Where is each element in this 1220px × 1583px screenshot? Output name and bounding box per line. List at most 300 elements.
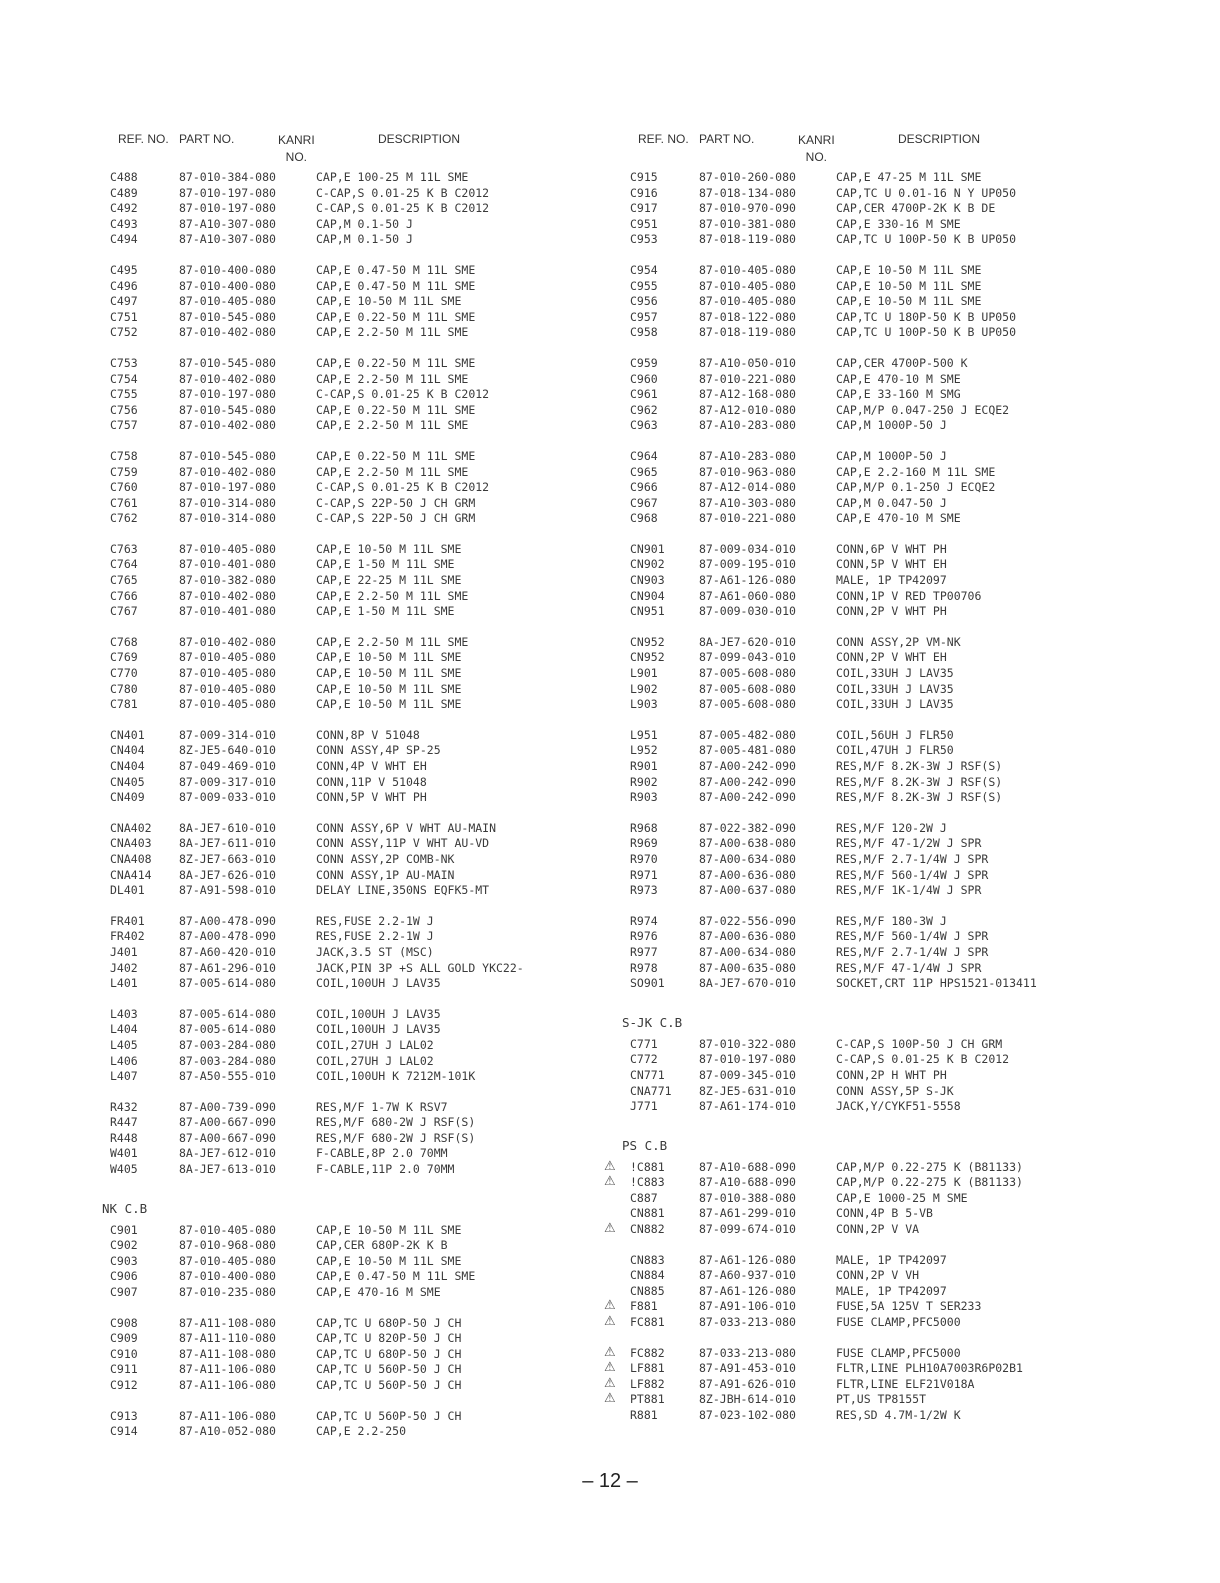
ref-no: C955	[630, 278, 658, 293]
part-no: 87-A61-126-080	[699, 1252, 796, 1267]
ref-no: LF881	[630, 1361, 665, 1376]
parts-row	[604, 1375, 1190, 1393]
parts-row	[110, 1115, 670, 1131]
part-no: 87-010-197-080	[179, 201, 276, 216]
part-no: 87-022-556-090	[699, 913, 796, 928]
row-spacer	[630, 899, 1190, 914]
parts-row	[630, 465, 1190, 481]
warning-triangle-icon: ⚠	[604, 1344, 616, 1360]
ref-no: FR402	[110, 929, 145, 944]
ref-no: CN901	[630, 541, 665, 556]
part-no: 87-010-402-080	[179, 371, 276, 386]
description: COIL,33UH J LAV35	[836, 681, 954, 696]
part-no: 87-A00-636-080	[699, 867, 796, 882]
parts-row	[630, 604, 1190, 620]
ref-no: C769	[110, 650, 138, 665]
ref-no: CN952	[630, 634, 665, 649]
parts-row	[110, 557, 670, 573]
parts-row	[630, 728, 1190, 744]
description: CAP,TC U 680P-50 J CH	[316, 1346, 462, 1361]
ref-no: C960	[630, 371, 658, 386]
part-no: 87-010-545-080	[179, 309, 276, 324]
ref-no: CN882	[630, 1222, 665, 1237]
description: RES,M/F 8.2K-3W J RSF(S)	[836, 759, 1003, 773]
part-no: 8A-JE7-612-010	[179, 1146, 276, 1161]
description: CAP,E 10-50 M 11L SME	[316, 666, 462, 681]
parts-row	[110, 279, 670, 295]
parts-row	[630, 961, 1190, 977]
part-no: 87-A91-598-010	[179, 883, 276, 898]
ref-no: R448	[110, 1130, 138, 1145]
parts-row	[630, 929, 1190, 945]
ref-no: C754	[110, 371, 138, 386]
parts-row	[630, 325, 1190, 341]
part-no: 87-005-608-080	[699, 666, 796, 681]
description: MALE, 1P TP42097	[836, 573, 947, 588]
parts-row	[604, 1360, 1190, 1377]
parts-row	[630, 868, 1190, 884]
row-spacer	[630, 527, 1190, 542]
ref-no: L405	[110, 1037, 138, 1052]
row-spacer	[110, 713, 670, 728]
description: COIL,33UH J LAV35	[836, 666, 954, 681]
part-no: 87-010-405-080	[699, 294, 796, 309]
description: CAP,M 0.047-50 J	[836, 495, 947, 510]
part-no: 87-A10-052-080	[179, 1424, 276, 1439]
description: RES,M/F 1-7W K RSV7	[316, 1099, 448, 1114]
ref-no: C968	[630, 511, 658, 526]
description: RES,FUSE 2.2-1W J	[316, 929, 434, 944]
parts-row	[630, 186, 1190, 202]
parts-row	[110, 821, 670, 837]
part-no: 87-099-674-010	[699, 1222, 796, 1237]
parts-row	[110, 682, 670, 698]
part-no: 87-009-345-010	[699, 1067, 796, 1082]
part-no: 87-A61-299-010	[699, 1206, 796, 1221]
description: CONN,8P V 51048	[316, 727, 420, 742]
part-no: 8A-JE7-611-010	[179, 836, 276, 851]
description: CAP,E 2.2-250	[316, 1424, 407, 1439]
description: RES,M/F 560-1/4W J SPR	[836, 929, 989, 944]
header-ref-no: REF. NO.	[118, 132, 169, 146]
ref-no: C757	[110, 418, 138, 433]
description: CAP,E 10-50 M 11L SME	[836, 262, 982, 277]
parts-row	[110, 961, 670, 977]
part-no: 87-A10-307-080	[179, 216, 276, 231]
left-parts-column	[102, 128, 670, 1440]
parts-row	[110, 418, 670, 434]
description: CONN ASSY,5P S-JK	[836, 1083, 954, 1098]
parts-row	[110, 650, 670, 666]
parts-row	[110, 465, 670, 481]
ref-no: CN404	[110, 743, 145, 758]
ref-no: C495	[110, 262, 138, 277]
part-no: 87-010-402-080	[179, 634, 276, 649]
part-no: 87-018-122-080	[699, 309, 796, 324]
ref-no: FR401	[110, 913, 145, 928]
parts-row	[110, 232, 670, 248]
description: CAP,E 10-50 M 11L SME	[836, 294, 982, 309]
parts-row	[630, 511, 1190, 527]
ref-no: CNA408	[110, 851, 152, 866]
part-no: 8A-JE7-626-010	[179, 867, 276, 882]
part-no: 87-009-195-010	[699, 557, 796, 572]
parts-row	[110, 201, 670, 217]
parts-row	[110, 1038, 670, 1054]
ref-no: L407	[110, 1069, 138, 1084]
section-heading	[622, 1007, 1190, 1037]
description: C-CAP,S 0.01-25 K B C2012	[836, 1052, 1010, 1067]
description: CONN ASSY,4P SP-25	[316, 743, 441, 758]
warning-triangle-icon: ⚠	[604, 1375, 616, 1391]
part-no: 8Z-JE5-640-010	[179, 743, 276, 758]
description: CAP,E 10-50 M 11L SME	[316, 294, 462, 309]
ref-no: C956	[630, 294, 658, 309]
parts-row	[630, 945, 1190, 961]
part-no: 87-A91-453-010	[699, 1361, 796, 1376]
ref-no: R881	[630, 1408, 658, 1422]
description: PT,US TP8155T	[836, 1392, 927, 1407]
ref-no: C959	[630, 355, 658, 370]
parts-row	[630, 403, 1190, 419]
part-no: 87-005-614-080	[179, 976, 276, 991]
parts-row	[110, 1316, 670, 1332]
parts-row	[110, 976, 670, 992]
ref-no: CN881	[630, 1206, 665, 1221]
ref-no: L903	[630, 697, 658, 712]
parts-row	[110, 310, 670, 326]
warning-triangle-icon: ⚠	[604, 1221, 616, 1237]
ref-no: CN952	[630, 650, 665, 665]
description: CAP,E 1-50 M 11L SME	[316, 557, 455, 572]
row-spacer	[630, 341, 1190, 356]
parts-row	[110, 325, 670, 341]
part-no: 87-A11-110-080	[179, 1331, 276, 1346]
ref-no: CNA403	[110, 836, 152, 851]
parts-row	[110, 186, 670, 202]
part-no: 87-A00-634-080	[699, 944, 796, 959]
parts-row	[630, 1284, 1190, 1300]
part-no: 87-A10-303-080	[699, 495, 796, 510]
part-no: 87-A11-106-080	[179, 1362, 276, 1377]
parts-row	[630, 1052, 1190, 1068]
part-no: 87-033-213-080	[699, 1315, 796, 1330]
part-no: 87-A00-478-090	[179, 929, 276, 944]
ref-no: C907	[110, 1285, 138, 1300]
description: C-CAP,S 0.01-25 K B C2012	[316, 185, 490, 200]
part-no: 87-010-382-080	[179, 573, 276, 588]
ref-no: C964	[630, 448, 658, 463]
ref-no: C768	[110, 634, 138, 649]
parts-row	[604, 1174, 1190, 1191]
description: CAP,E 22-25 M 11L SME	[316, 573, 462, 588]
part-no: 87-A00-242-090	[699, 759, 796, 773]
parts-row	[630, 217, 1190, 233]
ref-no: L404	[110, 1022, 138, 1037]
ref-no: !C883	[630, 1175, 665, 1190]
ref-no: C958	[630, 325, 658, 340]
description: CAP,M 1000P-50 J	[836, 448, 947, 463]
parts-row	[604, 1391, 1190, 1408]
parts-row	[630, 914, 1190, 930]
parts-row	[630, 480, 1190, 496]
ref-no: C763	[110, 541, 138, 556]
part-no: 87-010-405-080	[179, 681, 276, 696]
description: CONN,4P B 5-VB	[836, 1206, 933, 1221]
ref-no: C909	[110, 1331, 138, 1346]
parts-row	[630, 1191, 1190, 1207]
ref-no: C761	[110, 495, 138, 510]
ref-no: R432	[110, 1099, 138, 1114]
part-no: 87-010-400-080	[179, 262, 276, 277]
ref-no: C917	[630, 201, 658, 216]
parts-row	[630, 682, 1190, 698]
parts-row	[630, 418, 1190, 434]
part-no: 87-A00-635-080	[699, 960, 796, 975]
ref-no: R976	[630, 929, 658, 944]
part-no: 87-010-963-080	[699, 464, 796, 479]
ref-no: C780	[110, 681, 138, 696]
parts-row	[110, 635, 670, 651]
parts-list-left	[102, 170, 670, 1440]
description: CONN,6P V WHT PH	[836, 541, 947, 556]
ref-no: L901	[630, 666, 658, 681]
ref-no: C496	[110, 278, 138, 293]
part-no: 87-A61-296-010	[179, 960, 276, 975]
ref-no: C911	[110, 1362, 138, 1377]
ref-no: DL401	[110, 883, 145, 898]
description: RES,M/F 2.7-1/4W J SPR	[836, 944, 989, 959]
row-spacer	[630, 713, 1190, 728]
description: JACK,Y/CYKF51-5558	[836, 1099, 961, 1114]
part-no: 87-003-284-080	[179, 1037, 276, 1052]
ref-no: J402	[110, 960, 138, 975]
description: CAP,E 0.47-50 M 11L SME	[316, 1269, 476, 1284]
row-spacer	[110, 899, 670, 914]
part-no: 87-010-381-080	[699, 216, 796, 231]
description: CAP,E 330-16 M SME	[836, 216, 961, 231]
part-no: 87-010-388-080	[699, 1190, 796, 1205]
part-no: 87-A11-106-080	[179, 1408, 276, 1423]
part-no: 87-022-382-090	[699, 820, 796, 835]
part-no: 8Z-JE5-631-010	[699, 1083, 796, 1098]
parts-row	[110, 1100, 670, 1116]
description: CAP,E 10-50 M 11L SME	[316, 681, 462, 696]
header-kanri-no: KANRI NO.	[798, 133, 835, 164]
section-title: PS C.B	[622, 1137, 668, 1153]
ref-no: C966	[630, 480, 658, 495]
ref-no: C766	[110, 588, 138, 603]
parts-row	[110, 1375, 670, 1394]
parts-row	[630, 557, 1190, 573]
parts-row	[110, 604, 670, 620]
ref-no: C953	[630, 232, 658, 247]
part-no: 87-010-400-080	[179, 278, 276, 293]
ref-no: J401	[110, 944, 138, 959]
description: CAP,CER 4700P-2K K B DE	[836, 201, 996, 216]
ref-no: C762	[110, 511, 138, 526]
part-no: 87-A12-168-080	[699, 387, 796, 402]
part-no: 87-A50-555-010	[179, 1069, 276, 1084]
part-no: 87-A10-283-080	[699, 448, 796, 463]
description: CAP,E 0.47-50 M 11L SME	[316, 278, 476, 293]
part-no: 87-A10-283-080	[699, 418, 796, 433]
part-no: 87-009-317-010	[179, 774, 276, 789]
right-parts-column	[604, 128, 1190, 1424]
description: CAP,E 470-10 M SME	[836, 511, 961, 526]
ref-no: J771	[630, 1099, 658, 1114]
parts-row	[630, 635, 1190, 651]
part-no: 87-010-401-080	[179, 604, 276, 619]
ref-no: R973	[630, 883, 658, 898]
ref-no: C765	[110, 573, 138, 588]
description: CAP,E 47-25 M 11L SME	[836, 170, 982, 184]
ref-no: CN771	[630, 1067, 665, 1082]
ref-no: C961	[630, 387, 658, 402]
description: COIL,100UH J LAV35	[316, 1022, 441, 1037]
description: CAP,E 100-25 M 11L SME	[316, 170, 469, 184]
ref-no: R968	[630, 820, 658, 835]
part-no: 87-010-402-080	[179, 588, 276, 603]
description: C-CAP,S 0.01-25 K B C2012	[316, 201, 490, 216]
ref-no: C963	[630, 418, 658, 433]
ref-no: C901	[110, 1222, 138, 1237]
part-no: 87-009-033-010	[179, 790, 276, 805]
description: CONN,11P V 51048	[316, 774, 427, 789]
parts-row	[630, 1084, 1190, 1100]
column-header	[630, 128, 1190, 170]
description: COIL,27UH J LAL02	[316, 1053, 434, 1068]
ref-no: C887	[630, 1190, 658, 1205]
description: CAP,E 0.22-50 M 11L SME	[316, 448, 476, 463]
part-no: 87-010-402-080	[179, 418, 276, 433]
parts-row	[110, 372, 670, 388]
description: CAP,E 1-50 M 11L SME	[316, 604, 455, 619]
description: FUSE,5A 125V T SER233	[836, 1299, 982, 1314]
row-spacer	[630, 806, 1190, 821]
part-no: 87-A00-636-080	[699, 929, 796, 944]
part-no: 87-010-405-080	[179, 1222, 276, 1237]
part-no: 8A-JE7-610-010	[179, 820, 276, 835]
part-no: 87-A00-739-090	[179, 1099, 276, 1114]
parts-row	[630, 1268, 1190, 1284]
ref-no: C759	[110, 464, 138, 479]
row-spacer	[630, 1331, 1190, 1346]
description: CONN ASSY,2P VM-NK	[836, 634, 961, 649]
description: DELAY LINE,350NS EQFK5-MT	[316, 883, 490, 898]
part-no: 87-A00-634-080	[699, 851, 796, 866]
ref-no: C912	[110, 1378, 138, 1392]
warning-triangle-icon: ⚠	[604, 1298, 616, 1314]
description: MALE, 1P TP42097	[836, 1283, 947, 1298]
ref-no: C965	[630, 464, 658, 479]
description: RES,M/F 680-2W J RSF(S)	[316, 1130, 476, 1145]
part-no: 87-010-260-080	[699, 170, 796, 184]
parts-row	[110, 852, 670, 868]
ref-no: R901	[630, 759, 658, 773]
description: CAP,E 10-50 M 11L SME	[316, 1253, 462, 1268]
ref-no: R970	[630, 851, 658, 866]
section-title: NK C.B	[102, 1200, 148, 1216]
parts-row	[630, 372, 1190, 388]
description: COIL,27UH J LAL02	[316, 1037, 434, 1052]
part-no: 87-010-402-080	[179, 325, 276, 340]
ref-no: CNA414	[110, 867, 152, 882]
description: CAP,M/P 0.22-275 K (B81133)	[836, 1159, 1023, 1174]
ref-no: C492	[110, 201, 138, 216]
ref-no: L406	[110, 1053, 138, 1068]
parts-row	[110, 1409, 670, 1425]
part-no: 87-010-314-080	[179, 511, 276, 526]
parts-row	[110, 1285, 670, 1301]
description: CAP,TC U 0.01-16 N Y UP050	[836, 185, 1017, 200]
description: CAP,E 0.47-50 M 11L SME	[316, 262, 476, 277]
parts-row	[630, 279, 1190, 295]
part-no: 87-010-970-090	[699, 201, 796, 216]
parts-row	[110, 1238, 670, 1254]
parts-row	[630, 170, 1190, 186]
parts-list-right	[604, 170, 1190, 1424]
parts-row	[110, 589, 670, 605]
part-no: 87-033-213-080	[699, 1345, 796, 1360]
column-header	[110, 128, 670, 170]
description: CAP,M/P 0.1-250 J ECQE2	[836, 480, 996, 495]
parts-row	[630, 666, 1190, 682]
description: FLTR,LINE PLH10A7003R6P02B1	[836, 1361, 1023, 1376]
ref-no: C967	[630, 495, 658, 510]
description: CAP,M 0.1-50 J	[316, 232, 413, 247]
ref-no: R969	[630, 836, 658, 851]
warning-triangle-icon: ⚠	[604, 1360, 616, 1376]
ref-no: C906	[110, 1269, 138, 1284]
ref-no: C916	[630, 185, 658, 200]
description: CAP,E 2.2-50 M 11L SME	[316, 325, 469, 340]
parts-row	[630, 976, 1190, 992]
parts-row	[110, 403, 670, 419]
parts-row	[110, 790, 670, 806]
parts-row	[110, 666, 670, 682]
description: CONN,1P V RED TP00706	[836, 588, 982, 603]
parts-row	[604, 1344, 1190, 1362]
description: CAP,TC U 560P-50 J CH	[316, 1408, 462, 1423]
ref-no: CN409	[110, 790, 145, 805]
ref-no: C497	[110, 294, 138, 309]
section-heading	[622, 1130, 1190, 1160]
ref-no: F881	[630, 1299, 658, 1314]
ref-no: CN405	[110, 774, 145, 789]
description: COIL,33UH J LAV35	[836, 697, 954, 712]
ref-no: C494	[110, 232, 138, 247]
ref-no: C489	[110, 185, 138, 200]
description: CAP,TC U 560P-50 J CH	[316, 1378, 462, 1392]
part-no: 87-010-400-080	[179, 1269, 276, 1284]
row-spacer	[110, 1085, 670, 1100]
parts-row	[110, 697, 670, 713]
description: RES,M/F 2.7-1/4W J SPR	[836, 851, 989, 866]
ref-no: CN401	[110, 727, 145, 742]
parts-row	[604, 1221, 1190, 1238]
part-no: 87-A00-242-090	[699, 774, 796, 789]
parts-row	[630, 650, 1190, 666]
description: RES,M/F 47-1/4W J SPR	[836, 960, 982, 975]
ref-no: CN404	[110, 759, 145, 773]
part-no: 87-010-545-080	[179, 402, 276, 417]
part-no: 87-A11-108-080	[179, 1346, 276, 1361]
part-no: 87-A91-106-010	[699, 1299, 796, 1314]
row-spacer	[630, 1115, 1190, 1130]
parts-row	[630, 232, 1190, 248]
parts-row	[110, 573, 670, 589]
